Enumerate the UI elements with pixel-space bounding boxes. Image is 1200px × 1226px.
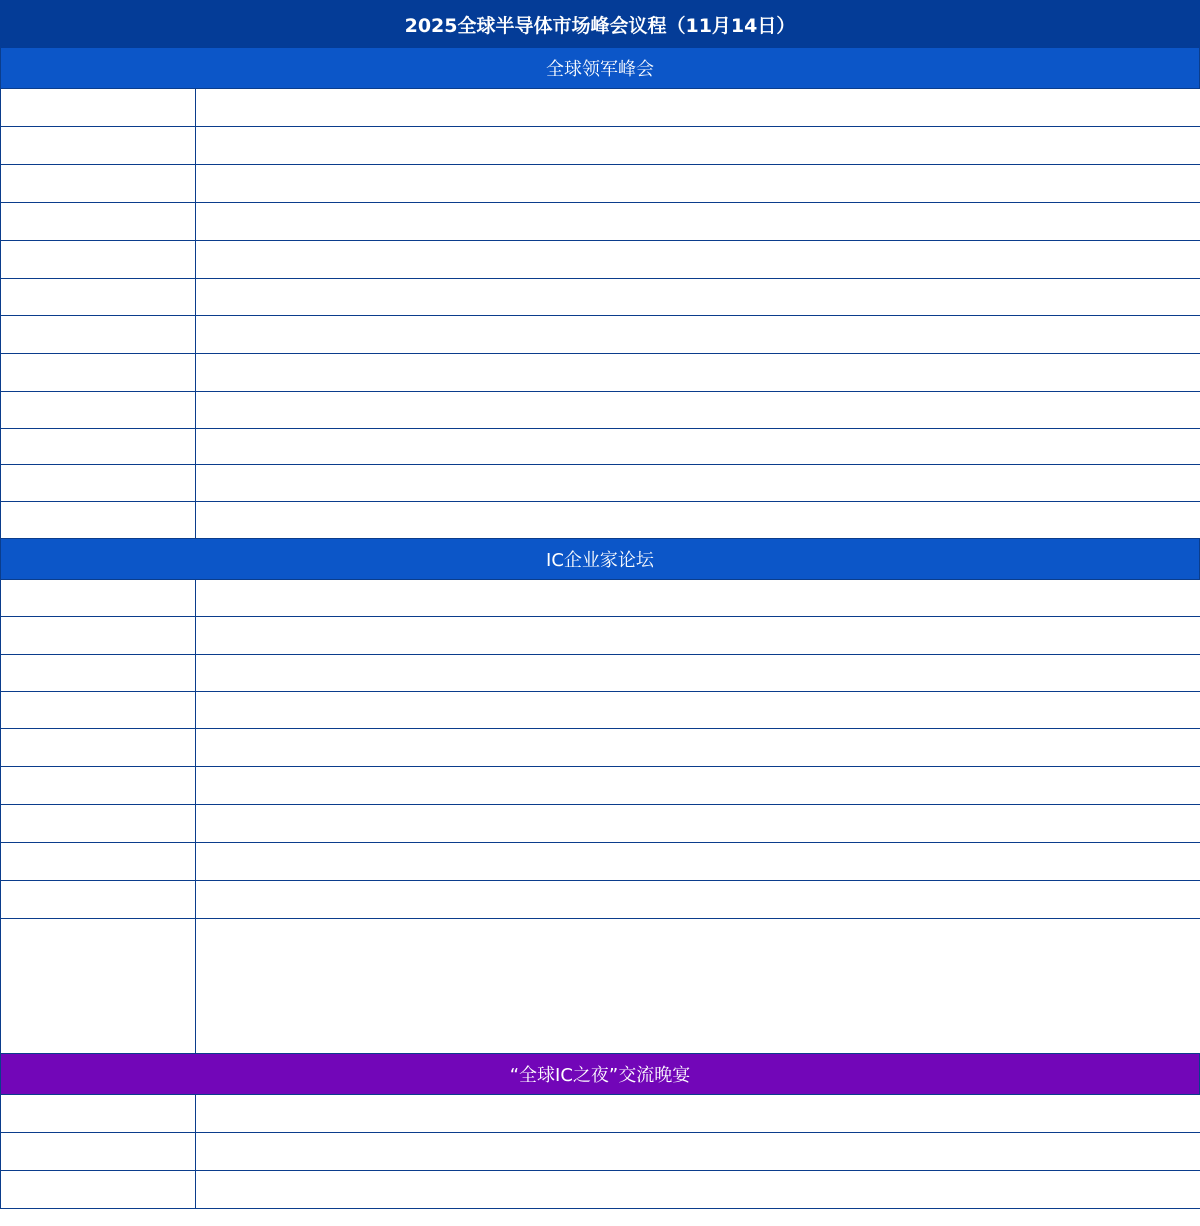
table-row <box>1 465 1200 502</box>
time-cell <box>1 89 196 127</box>
time-cell <box>1 203 196 241</box>
time-cell <box>1 692 196 729</box>
table-row <box>1 203 1200 241</box>
topic-cell <box>196 580 1200 617</box>
topic-cell <box>196 655 1200 692</box>
time-cell <box>1 127 196 165</box>
time-cell <box>1 729 196 767</box>
topic-cell <box>196 692 1200 729</box>
time-cell <box>1 241 196 279</box>
time-cell <box>1 502 196 539</box>
forum-rows <box>0 579 1200 1054</box>
topic-cell <box>196 127 1200 165</box>
topic-cell <box>196 767 1200 805</box>
summit-rows <box>0 88 1200 539</box>
topic-cell <box>196 1095 1200 1133</box>
section-header-summit: 全球领军峰会 <box>0 48 1200 88</box>
table-row <box>1 241 1200 279</box>
time-cell <box>1 1171 196 1209</box>
topic-cell <box>196 89 1200 127</box>
table-row <box>1 392 1200 429</box>
time-cell <box>1 1095 196 1133</box>
time-cell <box>1 465 196 502</box>
topic-cell <box>196 279 1200 316</box>
topic-cell <box>196 843 1200 881</box>
table-row <box>1 655 1200 692</box>
topic-cell <box>196 729 1200 767</box>
topic-cell <box>196 919 1200 1054</box>
time-cell <box>1 316 196 354</box>
table-row <box>1 89 1200 127</box>
table-row <box>1 502 1200 539</box>
topic-cell <box>196 316 1200 354</box>
topic-cell <box>196 465 1200 502</box>
topic-cell <box>196 1133 1200 1171</box>
topic-cell <box>196 165 1200 203</box>
table-row <box>1 1133 1200 1171</box>
topic-cell <box>196 502 1200 539</box>
time-cell <box>1 881 196 919</box>
topic-cell <box>196 617 1200 655</box>
topic-cell <box>196 241 1200 279</box>
table-row <box>1 429 1200 465</box>
time-cell <box>1 354 196 392</box>
time-cell <box>1 165 196 203</box>
table-row <box>1 617 1200 655</box>
table-row <box>1 881 1200 919</box>
table-row <box>1 279 1200 316</box>
time-cell <box>1 919 196 1054</box>
table-row <box>1 919 1200 1054</box>
table-row <box>1 843 1200 881</box>
topic-cell <box>196 805 1200 843</box>
table-row <box>1 127 1200 165</box>
time-cell <box>1 429 196 465</box>
time-cell <box>1 1133 196 1171</box>
time-cell <box>1 767 196 805</box>
time-cell <box>1 805 196 843</box>
topic-cell <box>196 392 1200 429</box>
table-row <box>1 767 1200 805</box>
topic-cell <box>196 203 1200 241</box>
topic-cell <box>196 1171 1200 1209</box>
topic-cell <box>196 429 1200 465</box>
table-row <box>1 805 1200 843</box>
time-cell <box>1 843 196 881</box>
time-cell <box>1 392 196 429</box>
section-header-dinner: “全球IC之夜”交流晚宴 <box>0 1054 1200 1094</box>
table-row <box>1 729 1200 767</box>
time-cell <box>1 279 196 316</box>
agenda-title: 2025全球半导体市场峰会议程（11月14日） <box>0 0 1200 48</box>
section-header-forum: IC企业家论坛 <box>0 539 1200 579</box>
time-cell <box>1 580 196 617</box>
dinner-rows <box>0 1094 1200 1209</box>
table-row <box>1 692 1200 729</box>
topic-cell <box>196 881 1200 919</box>
time-cell <box>1 617 196 655</box>
table-row <box>1 1171 1200 1209</box>
table-row <box>1 165 1200 203</box>
table-row <box>1 1095 1200 1133</box>
table-row <box>1 354 1200 392</box>
time-cell <box>1 655 196 692</box>
table-row <box>1 580 1200 617</box>
table-row <box>1 316 1200 354</box>
topic-cell <box>196 354 1200 392</box>
